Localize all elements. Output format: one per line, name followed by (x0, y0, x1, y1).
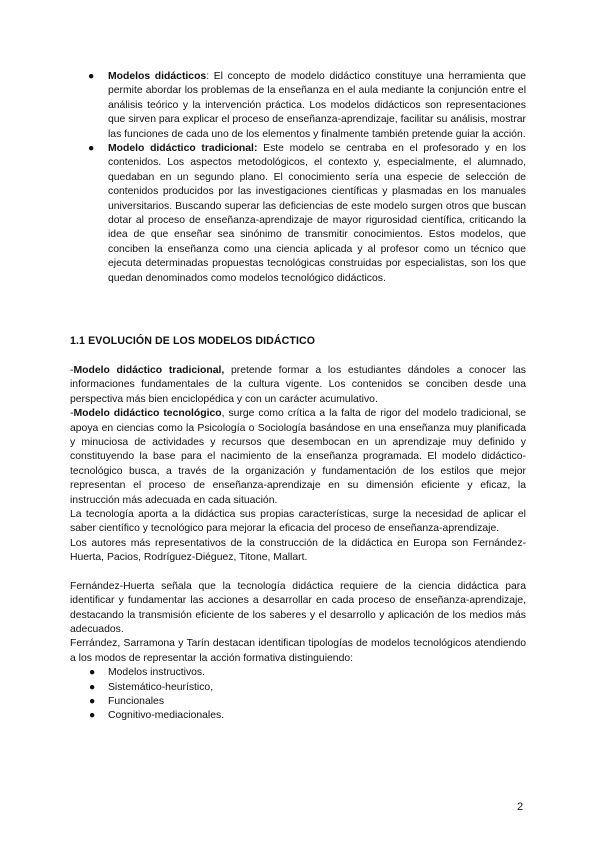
list-item (70, 681, 526, 695)
definitions-list (86, 70, 526, 286)
definition-text: Este modelo se centraba en el profesorado y en los contenidos. Los aspectos metodológicos, el contexto y, especialmente, el alumnado, quedaban en un segundo plano. El conocimiento sería una especie de selección de contenidos producidos por las investigaciones científicas y plasmadas en los manuales universitarios. Buscando superar las deficiencias de este modelo surgen otros que buscan dotar al proceso de enseñanza-aprendizaje de mayor rigurosidad científica, criticando la idea de que enseñar sea sinónimo de transmitir conocimientos. Estos modelos, que conciben la enseñanza como una ciencia aplicada y al profesor como un técnico que ejecuta determinadas propuestas tecnológicas construidas por especialistas, son los que quedan denominados como modelos tecnológico didácticos. (108, 143, 526, 284)
list-item-text: Modelos instructivos. (108, 667, 206, 679)
list-item-text: Funcionales (108, 695, 165, 707)
bullet-icon: ● (89, 695, 96, 707)
bullet-icon: ● (89, 710, 96, 722)
list-item (86, 142, 526, 286)
bullet-icon: ● (88, 143, 95, 155)
paragraph-technological (70, 407, 526, 508)
list-item (70, 709, 526, 723)
models-list (70, 666, 526, 724)
bullet-icon: ● (89, 667, 96, 679)
list-item-text: Sistemático-heurístico, (108, 681, 214, 693)
list-item (86, 70, 526, 142)
list-item (70, 695, 526, 709)
paragraph-tecnologia: La tecnología aporta a la didáctica sus propias características, surge la necesidad de aplicar el saber científico y tecnológico para mejorar la eficacia del proceso de enseñanza-aprendizaje. (70, 509, 526, 535)
paragraph-autores: Los autores más representativos de la construcción de la didáctica en Europa son Fernández-Huerta, Pacios, Rodríguez-Diéguez, Titone, Mallart. (70, 537, 526, 564)
term-modelo-tradicional: Modelo didáctico tradicional: (108, 143, 258, 155)
dash-prefix: - (70, 408, 74, 420)
term-modelos-didacticos: Modelos didácticos (108, 71, 207, 82)
page-number: 2 (517, 801, 524, 813)
paragraph-sarramona: Ferrández, Sarramona y Tarín destacan identifican tipologías de modelos tecnológicos atendiendo a los modos de representar la acción formativa distinguiendo: (70, 638, 526, 664)
definition-text: : El concepto de modelo didáctico constituye una herramienta que permite abordar los problemas de la enseñanza en el aula mediante la conjunción entre el análisis teórico y la intervención práctica. Los modelos didácticos son representaciones que sirven para explicar el proceso de enseñanza-aprendizaje, facilitar su análisis, mostrar las funciones de cada uno de los elementos y finalmente también pretende guiar la acción. (108, 71, 527, 140)
term-traditional: Modelo didáctico tradicional, (73, 365, 225, 376)
section-heading: 1.1 EVOLUCIÓN DE LOS MODELOS DIDÁCTICO (70, 335, 316, 347)
bullet-icon: ● (89, 681, 96, 693)
list-item (70, 666, 526, 680)
paragraph-text: , surge como crítica a la falta de rigor del modelo tradicional, se apoya en ciencias como la Psicología o Sociología basándose en una enseñanza muy planificada y minuciosa de actividades y recursos que desembocan en un aprendizaje muy definido y constituyendo la base para el nacimiento de la enseñanza programada. El modelo didáctico-tecnológico busca, a través de la organización y fundamentación de los estilos que mejor representan el proceso de enseñanza-aprendizaje en su dimensión eficiente y eficaz, la instrucción más adecuada en cada situación. (70, 408, 526, 506)
paragraph-traditional (70, 364, 526, 407)
dash-prefix: - (70, 365, 74, 376)
paragraph-text: pretende formar a los estudiantes dándoles a conocer las informaciones fundamentales de la cultura vigente. Los contenidos se conciben desde una perspectiva más bien enciclopédica y con un carácter acumulativo. (70, 365, 526, 405)
term-technological: Modelo didáctico tecnológico (73, 408, 222, 420)
list-item-text: Cognitivo-mediacionales. (108, 710, 225, 722)
paragraph-fernandez-huerta: Fernández-Huerta señala que la tecnología didáctica requiere de la ciencia didáctica para identificar y fundamentar las acciones a desarrollar en cada proceso de enseñanza-aprendizaje, destacando la transmisión eficiente de los saberes y el desarrollo y aplicación de los medios más adecuados. (70, 580, 526, 635)
bullet-icon: ● (88, 71, 95, 82)
section-body (70, 364, 526, 724)
